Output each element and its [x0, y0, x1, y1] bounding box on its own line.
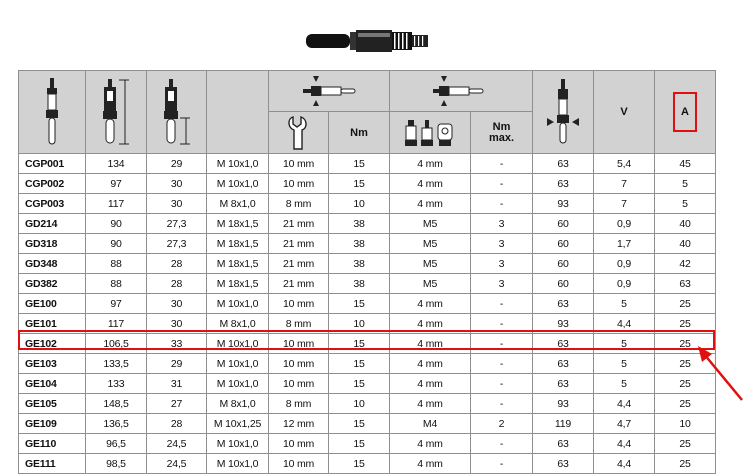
- cell-terminal: 4 mm: [390, 154, 471, 174]
- cell-tip-length: 24,5: [147, 454, 207, 474]
- cell-terminal: M5: [390, 274, 471, 294]
- wrench-icon: [287, 115, 311, 151]
- tip-length-diagram-cell: [147, 71, 207, 154]
- cell-thread: M 18x1,5: [207, 214, 269, 234]
- cell-thread: M 18x1,5: [207, 234, 269, 254]
- cell-code: GD214: [19, 214, 86, 234]
- cell-thread: M 8x1,0: [207, 394, 269, 414]
- glow-plug-icon: [45, 78, 59, 146]
- cell-wrench-size: 10 mm: [269, 434, 329, 454]
- cell-volt: 0,9: [594, 214, 655, 234]
- cell-terminal: 4 mm: [390, 174, 471, 194]
- torque-max-header: Nm max.: [471, 112, 533, 154]
- immersion-diagram-cell: [533, 71, 594, 154]
- cell-terminal: M5: [390, 234, 471, 254]
- cell-length: 97: [86, 174, 147, 194]
- cell-tip-length: 30: [147, 294, 207, 314]
- cell-tip-length: 30: [147, 174, 207, 194]
- volt-header: V: [594, 71, 655, 154]
- cell-volt: 5: [594, 294, 655, 314]
- cell-volt: 7: [594, 194, 655, 214]
- cell-immersion: 119: [533, 414, 594, 434]
- table-row: [19, 174, 716, 194]
- cell-wrench-size: 21 mm: [269, 234, 329, 254]
- cell-thread: M 10x1,0: [207, 434, 269, 454]
- terminal-group-header: [390, 71, 533, 112]
- cell-immersion: 63: [533, 174, 594, 194]
- cell-volt: 4,4: [594, 394, 655, 414]
- cell-volt: 4,4: [594, 454, 655, 474]
- cell-wrench-size: 10 mm: [269, 154, 329, 174]
- cell-wrench-size: 8 mm: [269, 194, 329, 214]
- table-row: [19, 374, 716, 394]
- cell-immersion: 63: [533, 154, 594, 174]
- cell-code: GE104: [19, 374, 86, 394]
- cell-volt: 5,4: [594, 154, 655, 174]
- cell-length: 90: [86, 214, 147, 234]
- cell-thread: M 8x1,0: [207, 314, 269, 334]
- cell-amp: 40: [655, 214, 716, 234]
- cell-code: GE109: [19, 414, 86, 434]
- torque-header: Nm: [329, 112, 390, 154]
- cell-amp: 25: [655, 434, 716, 454]
- cell-amp: 5: [655, 174, 716, 194]
- cell-amp: 25: [655, 374, 716, 394]
- cell-terminal: 4 mm: [390, 394, 471, 414]
- cell-torque: 15: [329, 354, 390, 374]
- cell-amp: 63: [655, 274, 716, 294]
- cell-volt: 1,7: [594, 234, 655, 254]
- plug-diagram-cell: [19, 71, 86, 154]
- cell-code: GE101: [19, 314, 86, 334]
- cell-terminal: 4 mm: [390, 454, 471, 474]
- cell-length: 134: [86, 154, 147, 174]
- cell-torque-max: 3: [471, 274, 533, 294]
- table-row: [19, 454, 716, 474]
- cell-immersion: 60: [533, 214, 594, 234]
- cell-terminal: 4 mm: [390, 434, 471, 454]
- cell-torque: 10: [329, 394, 390, 414]
- cell-wrench-size: 10 mm: [269, 374, 329, 394]
- cell-code: GE111: [19, 454, 86, 474]
- cell-length: 88: [86, 254, 147, 274]
- cell-amp: 45: [655, 154, 716, 174]
- cell-thread: M 10x1,0: [207, 154, 269, 174]
- total-length-diagram-cell: [86, 71, 147, 154]
- cell-volt: 4,4: [594, 434, 655, 454]
- table-row: [19, 334, 716, 354]
- cell-wrench-size: 10 mm: [269, 174, 329, 194]
- cell-tip-length: 28: [147, 254, 207, 274]
- plug-spanner-icon: [299, 74, 359, 108]
- cell-torque: 15: [329, 374, 390, 394]
- cell-amp: 25: [655, 334, 716, 354]
- wrench-size-header: [269, 112, 329, 154]
- glow-plug-image: [300, 24, 436, 58]
- table-row: [19, 154, 716, 174]
- table-row: [19, 234, 716, 254]
- cell-torque-max: 3: [471, 234, 533, 254]
- table-body: [19, 154, 716, 474]
- cell-code: GE110: [19, 434, 86, 454]
- cell-terminal: 4 mm: [390, 194, 471, 214]
- cell-thread: M 18x1,5: [207, 274, 269, 294]
- table-row: [19, 254, 716, 274]
- cell-terminal: 4 mm: [390, 294, 471, 314]
- cell-immersion: 93: [533, 314, 594, 334]
- cell-length: 117: [86, 194, 147, 214]
- cell-torque: 38: [329, 254, 390, 274]
- cell-torque: 10: [329, 314, 390, 334]
- cell-length: 97: [86, 294, 147, 314]
- cell-terminal: M5: [390, 214, 471, 234]
- table-row: [19, 314, 716, 334]
- glow-plug-spec-table: [18, 70, 716, 474]
- table-row: [19, 354, 716, 374]
- cell-code: GE100: [19, 294, 86, 314]
- cell-wrench-size: 10 mm: [269, 454, 329, 474]
- cell-torque-max: -: [471, 154, 533, 174]
- cell-terminal: 4 mm: [390, 354, 471, 374]
- cell-code: CGP002: [19, 174, 86, 194]
- cell-immersion: 60: [533, 274, 594, 294]
- cell-wrench-size: 8 mm: [269, 394, 329, 414]
- cell-amp: 40: [655, 234, 716, 254]
- cell-wrench-size: 21 mm: [269, 214, 329, 234]
- cell-length: 98,5: [86, 454, 147, 474]
- cell-thread: M 10x1,0: [207, 334, 269, 354]
- cell-amp: 25: [655, 394, 716, 414]
- cell-amp: 5: [655, 194, 716, 214]
- cell-tip-length: 29: [147, 154, 207, 174]
- cell-torque: 15: [329, 154, 390, 174]
- cell-terminal: 4 mm: [390, 374, 471, 394]
- cell-amp: 25: [655, 314, 716, 334]
- cell-code: CGP003: [19, 194, 86, 214]
- cell-terminal: 4 mm: [390, 314, 471, 334]
- cell-torque-max: 2: [471, 414, 533, 434]
- cell-tip-length: 29: [147, 354, 207, 374]
- cell-torque: 38: [329, 274, 390, 294]
- total-length-icon: [99, 78, 133, 146]
- cell-thread: M 10x1,0: [207, 374, 269, 394]
- cell-code: GD382: [19, 274, 86, 294]
- immersion-depth-icon: [545, 78, 581, 146]
- cell-volt: 5: [594, 354, 655, 374]
- cell-length: 136,5: [86, 414, 147, 434]
- cell-torque: 15: [329, 174, 390, 194]
- thread-header: [207, 71, 269, 154]
- cell-volt: 5: [594, 374, 655, 394]
- cell-torque-max: -: [471, 394, 533, 414]
- amp-header-highlight: A: [673, 92, 697, 132]
- cell-code: CGP001: [19, 154, 86, 174]
- cell-torque-max: -: [471, 434, 533, 454]
- cell-torque: 10: [329, 194, 390, 214]
- cell-length: 106,5: [86, 334, 147, 354]
- cell-length: 117: [86, 314, 147, 334]
- cell-tip-length: 31: [147, 374, 207, 394]
- cell-thread: M 10x1,0: [207, 354, 269, 374]
- cell-torque: 38: [329, 234, 390, 254]
- table-row: [19, 294, 716, 314]
- cell-tip-length: 30: [147, 314, 207, 334]
- cell-length: 90: [86, 234, 147, 254]
- table-row: [19, 194, 716, 214]
- cell-torque: 15: [329, 414, 390, 434]
- cell-tip-length: 27,3: [147, 214, 207, 234]
- cell-volt: 4,4: [594, 314, 655, 334]
- cell-thread: M 10x1,0: [207, 454, 269, 474]
- cell-code: GE105: [19, 394, 86, 414]
- cell-code: GD348: [19, 254, 86, 274]
- cell-torque-max: 3: [471, 214, 533, 234]
- cell-torque-max: -: [471, 454, 533, 474]
- cell-immersion: 63: [533, 434, 594, 454]
- cell-wrench-size: 21 mm: [269, 254, 329, 274]
- cell-wrench-size: 10 mm: [269, 334, 329, 354]
- cell-torque: 15: [329, 334, 390, 354]
- cell-tip-length: 28: [147, 274, 207, 294]
- cell-immersion: 63: [533, 454, 594, 474]
- cell-torque: 15: [329, 434, 390, 454]
- cell-amp: 25: [655, 294, 716, 314]
- cell-length: 88: [86, 274, 147, 294]
- cell-immersion: 60: [533, 234, 594, 254]
- cell-torque: 15: [329, 454, 390, 474]
- cell-wrench-size: 21 mm: [269, 274, 329, 294]
- terminal-types-icon: [404, 118, 456, 148]
- cell-torque-max: -: [471, 334, 533, 354]
- cell-volt: 0,9: [594, 274, 655, 294]
- cell-code: GE103: [19, 354, 86, 374]
- cell-immersion: 93: [533, 394, 594, 414]
- cell-wrench-size: 10 mm: [269, 354, 329, 374]
- cell-tip-length: 30: [147, 194, 207, 214]
- cell-volt: 0,9: [594, 254, 655, 274]
- cell-immersion: 93: [533, 194, 594, 214]
- cell-terminal: M4: [390, 414, 471, 434]
- cell-immersion: 63: [533, 374, 594, 394]
- cell-wrench-size: 12 mm: [269, 414, 329, 434]
- cell-code: GD318: [19, 234, 86, 254]
- cell-torque-max: -: [471, 374, 533, 394]
- cell-torque: 38: [329, 214, 390, 234]
- cell-immersion: 60: [533, 254, 594, 274]
- cell-length: 148,5: [86, 394, 147, 414]
- cell-immersion: 63: [533, 294, 594, 314]
- cell-amp: 25: [655, 354, 716, 374]
- table-row: [19, 414, 716, 434]
- cell-tip-length: 28: [147, 414, 207, 434]
- cell-torque-max: -: [471, 174, 533, 194]
- amp-header: [655, 71, 716, 154]
- cell-torque-max: -: [471, 354, 533, 374]
- tip-length-icon: [160, 78, 194, 146]
- cell-volt: 4,7: [594, 414, 655, 434]
- cell-length: 96,5: [86, 434, 147, 454]
- cell-torque: 15: [329, 294, 390, 314]
- cell-torque-max: -: [471, 314, 533, 334]
- cell-tip-length: 33: [147, 334, 207, 354]
- wrench-size-group-header: [269, 71, 390, 112]
- cell-torque-max: 3: [471, 254, 533, 274]
- terminal-type-header: [390, 112, 471, 154]
- table-row: [19, 394, 716, 414]
- cell-tip-length: 24,5: [147, 434, 207, 454]
- cell-wrench-size: 8 mm: [269, 314, 329, 334]
- cell-thread: M 8x1,0: [207, 194, 269, 214]
- cell-thread: M 10x1,0: [207, 174, 269, 194]
- plug-terminal-icon: [431, 74, 491, 108]
- cell-tip-length: 27: [147, 394, 207, 414]
- cell-torque-max: -: [471, 294, 533, 314]
- cell-volt: 7: [594, 174, 655, 194]
- cell-thread: M 10x1,0: [207, 294, 269, 314]
- cell-immersion: 63: [533, 354, 594, 374]
- cell-tip-length: 27,3: [147, 234, 207, 254]
- table-row: [19, 214, 716, 234]
- table-row: [19, 274, 716, 294]
- cell-torque-max: -: [471, 194, 533, 214]
- cell-terminal: 4 mm: [390, 334, 471, 354]
- cell-immersion: 63: [533, 334, 594, 354]
- cell-amp: 10: [655, 414, 716, 434]
- cell-terminal: M5: [390, 254, 471, 274]
- cell-thread: M 10x1,25: [207, 414, 269, 434]
- cell-length: 133,5: [86, 354, 147, 374]
- cell-thread: M 18x1,5: [207, 254, 269, 274]
- red-arrow-icon: [690, 340, 744, 402]
- cell-wrench-size: 10 mm: [269, 294, 329, 314]
- table-row: [19, 434, 716, 454]
- cell-code: GE102: [19, 334, 86, 354]
- cell-amp: 42: [655, 254, 716, 274]
- cell-length: 133: [86, 374, 147, 394]
- cell-amp: 25: [655, 454, 716, 474]
- cell-volt: 5: [594, 334, 655, 354]
